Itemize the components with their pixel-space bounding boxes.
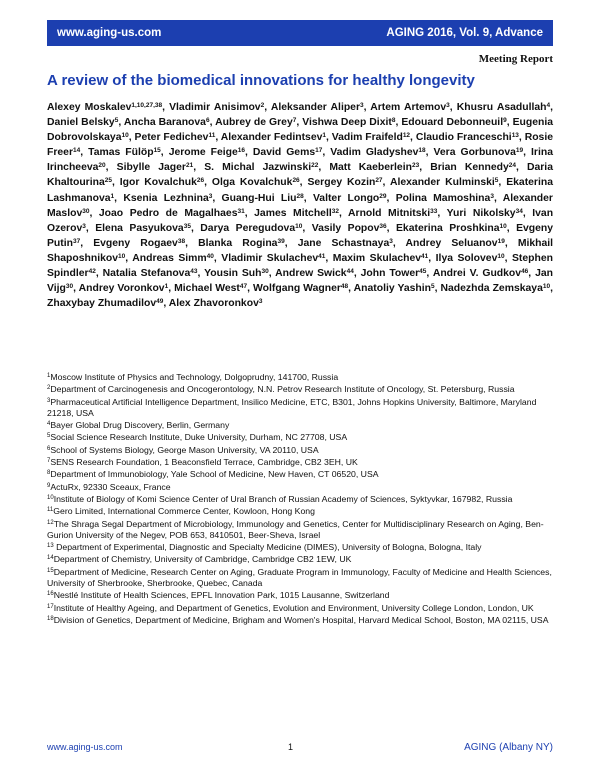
author-name-text: Matt Kaeberlein [329, 162, 412, 174]
affiliation-item [47, 384, 553, 395]
author-name-text: Alexander Kulminski [389, 177, 495, 189]
author-affiliation-ref: 10 [499, 222, 507, 230]
author-name [132, 253, 221, 264]
author-affiliation-ref: 30 [82, 207, 90, 215]
author-name-text: Vadim Gladyshev [330, 147, 419, 159]
author-affiliation-ref: 29 [379, 192, 387, 200]
author-affiliation-ref: 10 [121, 132, 129, 140]
author-name-text: Andrei V. Gudkov [432, 268, 522, 280]
author-affiliation-ref: 3 [490, 192, 494, 200]
affiliation-text: Nestlé Institute of Health Sciences, EPFL Innovation Park, 1015 Lausanne, Switzerland [53, 590, 390, 601]
author-affiliation-ref: 1 [164, 283, 169, 291]
affiliation-number: 5 [47, 433, 51, 440]
author-name-text: Brian Kennedy [430, 162, 509, 174]
author-name-text: S. Michal Jazwinski [204, 162, 312, 174]
author-name-text: Rosie Freer [47, 132, 553, 159]
affiliation-text: The Shraga Segal Department of Microbiology, Immunology and Genetics, Center for Multidisciplinary Research on Aging, Ben-Gurion University of the Negev, POB 653, 8410501, Beer-Sheva, Israel [47, 518, 544, 540]
author-affiliation-ref: 24 [508, 162, 516, 170]
author-affiliation-ref: 38 [177, 237, 186, 245]
affiliation-item [47, 445, 553, 456]
author-affiliation-ref: 13 [511, 132, 519, 140]
author-affiliation-ref: 15 [153, 147, 161, 155]
author-name-text: Elena Pasyukova [95, 222, 184, 234]
affiliation-number: 14 [47, 555, 54, 562]
author-name-text: Vadim Fraifeld [331, 132, 403, 144]
author-name-text: Ekaterina Proshkina [396, 222, 500, 234]
author-name [221, 132, 332, 143]
affiliation-number: 11 [47, 507, 54, 514]
author-name-text: Eugenia Dobrovolskaya [47, 117, 554, 144]
affiliation-text: Moscow Institute of Physics and Technology, Dolgoprudny, 141700, Russia [50, 372, 339, 382]
author-name-text: John Tower [360, 268, 420, 280]
author-name-text: Jerome Feige [168, 147, 238, 159]
author-affiliation-ref: 19 [515, 147, 524, 155]
author-name [253, 283, 354, 294]
journal-website[interactable]: www.aging-us.com [57, 27, 162, 39]
affiliation-number: 12 [47, 519, 54, 526]
author-affiliation-ref: 42 [88, 268, 96, 276]
author-name-text: Ekaterina Lashmanova [47, 177, 553, 204]
affiliation-item [47, 457, 553, 468]
journal-header-bar [47, 20, 553, 46]
author-affiliation-ref: 21 [185, 162, 194, 170]
affiliation-item [47, 397, 553, 420]
author-name [222, 193, 313, 204]
affiliation-item [47, 519, 553, 542]
affiliation-item [47, 420, 553, 431]
affiliation-number: 4 [47, 421, 51, 428]
affiliation-text: Institute of Biology of Komi Science Center of Ural Branch of Russian Academy of Sciences, Syktyvkar, 167982, Russia [53, 493, 513, 504]
author-name [313, 193, 396, 204]
author-name-text: Vladimir Skulachev [221, 252, 319, 264]
author-name [330, 147, 433, 158]
author-name [79, 283, 175, 294]
author-name [275, 268, 361, 279]
author-name [416, 132, 525, 143]
author-name [348, 208, 447, 219]
author-name [254, 208, 348, 219]
author-name [117, 162, 205, 173]
affiliation-text: School of Systems Biology, George Mason University, VA 20110, USA [50, 444, 319, 455]
author-affiliation-ref: 32 [331, 207, 339, 215]
author-name-text: Ksenia Lezhnina [123, 192, 209, 204]
author-name [93, 238, 198, 249]
author-affiliation-ref: 16 [237, 147, 246, 155]
affiliation-item [47, 506, 553, 517]
affiliation-item [47, 432, 553, 443]
author-affiliation-ref: 27 [375, 177, 383, 185]
author-affiliation-ref: 26 [196, 177, 205, 185]
author-name [95, 223, 200, 234]
author-name-text: Andrey Seluanov [405, 237, 498, 249]
author-affiliation-ref: 19 [497, 237, 505, 245]
affiliation-list [47, 372, 553, 627]
author-name-text: Jane Schastnaya [297, 237, 390, 249]
author-list [47, 100, 553, 311]
author-affiliation-ref: 9 [503, 117, 507, 125]
author-name [396, 193, 503, 204]
author-affiliation-ref: 3 [258, 298, 263, 306]
affiliation-text: ActuRx, 92330 Sceaux, France [50, 481, 171, 492]
page-number: 1 [288, 742, 294, 752]
author-affiliation-ref: 18 [418, 147, 426, 155]
author-name-text: Vishwa Deep Dixit [302, 117, 392, 129]
author-name-text: Zhaxybay Zhumadilov [47, 298, 157, 310]
affiliation-number: 17 [47, 603, 54, 610]
author-name-text: Andrey Voronkov [78, 283, 165, 295]
affiliation-text: Department of Carcinogenesis and Oncogerontology, N.N. Petrov Research Institute of Oncology, St. Petersburg, Russia [50, 384, 515, 395]
author-name [332, 132, 416, 143]
author-name-text: Igor Kovalchuk [119, 177, 197, 189]
author-name-text: James Mitchell [254, 207, 332, 219]
author-name-text: Yousin Suh [204, 268, 262, 280]
author-name [405, 238, 517, 249]
author-name [329, 162, 430, 173]
affiliation-text: Institute of Healthy Ageing, and Department of Genetics, Evolution and Environment, University College London, London, UK [53, 602, 534, 613]
author-affiliation-ref: 1,10,27,38 [131, 102, 163, 109]
author-name-text: Edouard Debonneuil [401, 117, 504, 129]
author-name [361, 268, 433, 279]
author-name-text: Aubrey de Grey [215, 117, 293, 129]
author-affiliation-ref: 22 [311, 162, 319, 170]
author-name [124, 117, 215, 128]
author-affiliation-ref: 20 [98, 162, 106, 170]
affiliation-number: 6 [47, 445, 51, 452]
author-name [174, 283, 253, 294]
author-affiliation-ref: 43 [190, 268, 198, 276]
author-name-text: Ivan Ozerov [47, 207, 554, 234]
author-name-text: Vera Gorbunova [433, 147, 516, 159]
author-affiliation-ref: 40 [206, 252, 214, 260]
author-affiliation-ref: 48 [340, 283, 349, 291]
page-footer [47, 742, 553, 756]
affiliation-item [47, 615, 553, 626]
author-name [302, 117, 401, 128]
author-affiliation-ref: 30 [65, 283, 74, 291]
affiliation-number: 8 [47, 470, 51, 477]
article-type: Meeting Report [478, 53, 553, 65]
author-name-text: Alexey Moskalev [47, 102, 132, 113]
author-affiliation-ref: 44 [346, 268, 354, 276]
author-affiliation-ref: 41 [421, 252, 429, 260]
author-name [215, 117, 302, 128]
author-name-text: Sibylle Jager [116, 162, 186, 174]
author-affiliation-ref: 5 [494, 177, 499, 185]
affiliation-text: SENS Research Foundation, 1 Beaconsfield Terrace, Cambridge, CB2 3EH, UK [50, 457, 358, 468]
affiliation-text: Social Science Research Institute, Duke University, Durham, NC 27708, USA [50, 432, 348, 443]
author-name-text: Artem Artemov [370, 102, 447, 113]
author-name [457, 102, 553, 113]
affiliation-text: Department of Experimental, Diagnostic and Specialty Medicine (DIMES), University of Bologna, Bologna, Italy [53, 542, 482, 553]
author-name-text: Claudio Franceschi [415, 132, 512, 144]
author-affiliation-ref: 4 [546, 102, 551, 109]
affiliation-item [47, 590, 553, 601]
author-affiliation-ref: 1 [110, 192, 115, 200]
affiliation-item [47, 372, 553, 383]
author-affiliation-ref: 34 [515, 207, 523, 215]
author-name [169, 147, 253, 158]
author-name [434, 147, 532, 158]
author-name [169, 102, 271, 113]
author-affiliation-ref: 26 [292, 177, 300, 185]
affiliation-number: 1 [47, 373, 51, 379]
author-name-text: Anatoliy Yashin [353, 283, 431, 295]
author-name-text: Evgeny Rogaev [93, 237, 178, 249]
affiliation-number: 18 [47, 615, 54, 622]
author-affiliation-ref: 47 [239, 283, 248, 291]
author-name-text: Alexander Maslov [47, 192, 553, 219]
author-affiliation-ref: 17 [315, 147, 323, 155]
author-affiliation-ref: 45 [419, 268, 427, 276]
footer-website[interactable]: www.aging-us.com [47, 742, 123, 752]
author-affiliation-ref: 3 [360, 102, 364, 109]
author-name [298, 238, 406, 249]
author-name [120, 177, 212, 188]
author-name [396, 223, 516, 234]
author-name-text: Guang-Hui Liu [221, 192, 297, 204]
author-affiliation-ref: 6 [205, 117, 210, 125]
author-affiliation-ref: 5 [114, 117, 119, 125]
affiliation-item [47, 482, 553, 493]
affiliation-number: 9 [47, 482, 51, 489]
author-name-text: Alex Zhavoronkov [168, 298, 259, 310]
journal-issue: AGING 2016, Vol. 9, Advance [386, 27, 543, 39]
author-name [441, 283, 553, 294]
author-affiliation-ref: 3 [82, 222, 86, 230]
affiliation-text: Bayer Global Drug Discovery, Berlin, Germany [50, 420, 230, 431]
author-affiliation-ref: 5 [430, 283, 435, 291]
affiliation-item [47, 542, 553, 553]
footer-journal: AGING (Albany NY) [464, 742, 553, 753]
author-name-text: Andreas Simm [132, 252, 207, 264]
author-name [401, 117, 512, 128]
author-name [204, 268, 275, 279]
author-affiliation-ref: 10 [497, 252, 505, 260]
affiliation-item [47, 567, 553, 590]
author-name-text: Natalia Stefanova [102, 268, 191, 280]
affiliation-text: Department of Chemistry, University of Cambridge, Cambridge CB2 1EW, UK [53, 554, 352, 565]
author-name [200, 223, 311, 234]
author-name [99, 208, 254, 219]
author-name-text: Polina Mamoshina [395, 192, 491, 204]
affiliation-number: 13 [47, 543, 54, 550]
author-name-text: Stephen Spindler [47, 252, 553, 280]
affiliation-text: Department of Immunobiology, Yale School of Medicine, New Haven, CT 06520, USA [50, 469, 379, 480]
author-name-text: Sergey Kozin [307, 177, 376, 189]
author-name-text: Vladimir Anisimov [169, 102, 261, 113]
author-name-text: Daniel Belsky [47, 117, 115, 129]
author-name-text: Peter Fedichev [134, 132, 209, 144]
affiliation-number: 7 [47, 458, 51, 465]
author-affiliation-ref: 11 [208, 132, 216, 140]
author-affiliation-ref: 3 [446, 102, 450, 109]
affiliation-number: 2 [47, 385, 51, 392]
author-name [135, 132, 221, 143]
author-affiliation-ref: 46 [521, 268, 529, 276]
author-name-text: Tamas Fülöp [88, 147, 154, 159]
author-affiliation-ref: 10 [542, 283, 551, 291]
affiliation-number: 15 [47, 567, 54, 574]
author-name [433, 268, 535, 279]
author-name-text: Wolfgang Wagner [253, 283, 341, 295]
author-affiliation-ref: 39 [277, 237, 285, 245]
author-affiliation-ref: 23 [411, 162, 420, 170]
affiliation-number: 3 [47, 397, 51, 404]
author-name-text: Ancha Baranova [123, 117, 206, 129]
author-affiliation-ref: 37 [72, 237, 81, 245]
author-name [47, 102, 169, 113]
author-name-text: Mikhail Shaposhnikov [47, 237, 554, 264]
author-affiliation-ref: 35 [183, 222, 191, 230]
affiliation-number: 10 [47, 494, 54, 501]
author-affiliation-ref: 28 [296, 192, 304, 200]
author-name-text: Michael West [174, 283, 240, 295]
author-name-text: Khusru Asadullah [456, 102, 547, 113]
author-affiliation-ref: 2 [260, 102, 265, 109]
author-name-text: Evgeny Putin [47, 222, 554, 249]
author-affiliation-ref: 41 [318, 252, 326, 260]
author-name-text: Joao Pedro de Magalhaes [98, 207, 238, 219]
author-name-text: Maxim Skulachev [332, 252, 422, 264]
author-affiliation-ref: 14 [73, 147, 81, 155]
author-name [312, 223, 396, 234]
author-name-text: Aleksander Aliper [270, 102, 361, 113]
author-affiliation-ref: 49 [156, 298, 164, 306]
author-name-text: Blanka Rogina [198, 237, 278, 249]
author-affiliation-ref: 36 [379, 222, 387, 230]
author-name-text: Nadezhda Zemskaya [440, 283, 543, 295]
author-affiliation-ref: 7 [292, 117, 297, 125]
affiliation-item [47, 494, 553, 505]
affiliation-item [47, 603, 553, 614]
affiliation-item [47, 469, 553, 480]
author-name-text: Vasily Popov [311, 222, 380, 234]
author-name [198, 238, 298, 249]
author-affiliation-ref: 10 [118, 252, 126, 260]
author-name [390, 177, 506, 188]
author-name [436, 253, 512, 264]
author-name-text: Jan Vijg [47, 268, 553, 295]
author-name [47, 117, 124, 128]
author-name [169, 298, 263, 309]
author-affiliation-ref: 33 [430, 207, 438, 215]
author-name-text: Arnold Mitnitski [348, 207, 431, 219]
affiliation-item [47, 554, 553, 565]
author-name [370, 102, 457, 113]
author-name [447, 208, 533, 219]
author-name [123, 193, 221, 204]
author-affiliation-ref: 1 [322, 132, 326, 140]
author-name-text: Olga Kovalchuk [211, 177, 293, 189]
author-name-text: Yuri Nikolsky [446, 207, 516, 219]
author-name [103, 268, 204, 279]
author-name [221, 253, 333, 264]
author-affiliation-ref: 3 [208, 192, 213, 200]
author-name [333, 253, 436, 264]
author-name-text: Irina Irincheeva [47, 147, 553, 174]
affiliation-number: 16 [47, 591, 54, 598]
article-title: A review of the biomedical innovations for healthy longevity [47, 72, 475, 89]
author-name [307, 177, 390, 188]
author-affiliation-ref: 3 [389, 237, 393, 245]
author-affiliation-ref: 8 [391, 117, 396, 125]
author-name [47, 298, 169, 309]
author-name-text: Andrew Swick [275, 268, 347, 280]
author-name-text: Darya Peregudova [200, 222, 296, 234]
author-name-text: Ilya Solovev [435, 252, 498, 264]
author-name [204, 162, 329, 173]
author-affiliation-ref: 25 [104, 177, 112, 185]
affiliation-text: Pharmaceutical Artificial Intelligence Department, Insilico Medicine, ETC, B301, Johns Hopkins University, Baltimore, Maryland 21218, USA [47, 396, 537, 418]
author-affiliation-ref: 30 [261, 268, 269, 276]
author-affiliation-ref: 10 [295, 222, 303, 230]
author-name-text: Alexander Fedintsev [220, 132, 323, 144]
affiliation-text: Department of Medicine, Research Center on Aging, Graduate Program in Immunology, Faculty of Medicine and Health Sciences, University of Sherbrooke, Sherbrooke, Quebec, Canada [47, 566, 552, 589]
author-name-text: Daria Khaltourina [47, 162, 553, 189]
author-name-text: Valter Longo [312, 192, 380, 204]
author-name [271, 102, 370, 113]
author-name [354, 283, 441, 294]
author-name [88, 147, 169, 158]
author-name-text: David Gems [252, 147, 316, 159]
author-name [253, 147, 330, 158]
author-affiliation-ref: 31 [237, 207, 245, 215]
author-name [212, 177, 308, 188]
affiliation-text: Gero Limited, International Commerce Center, Kowloon, Hong Kong [53, 506, 315, 517]
author-name [430, 162, 527, 173]
author-affiliation-ref: 12 [402, 132, 411, 140]
affiliation-text: Division of Genetics, Department of Medicine, Brigham and Women's Hospital, Harvard Medical School, Boston, MA 02115, USA [53, 614, 549, 625]
